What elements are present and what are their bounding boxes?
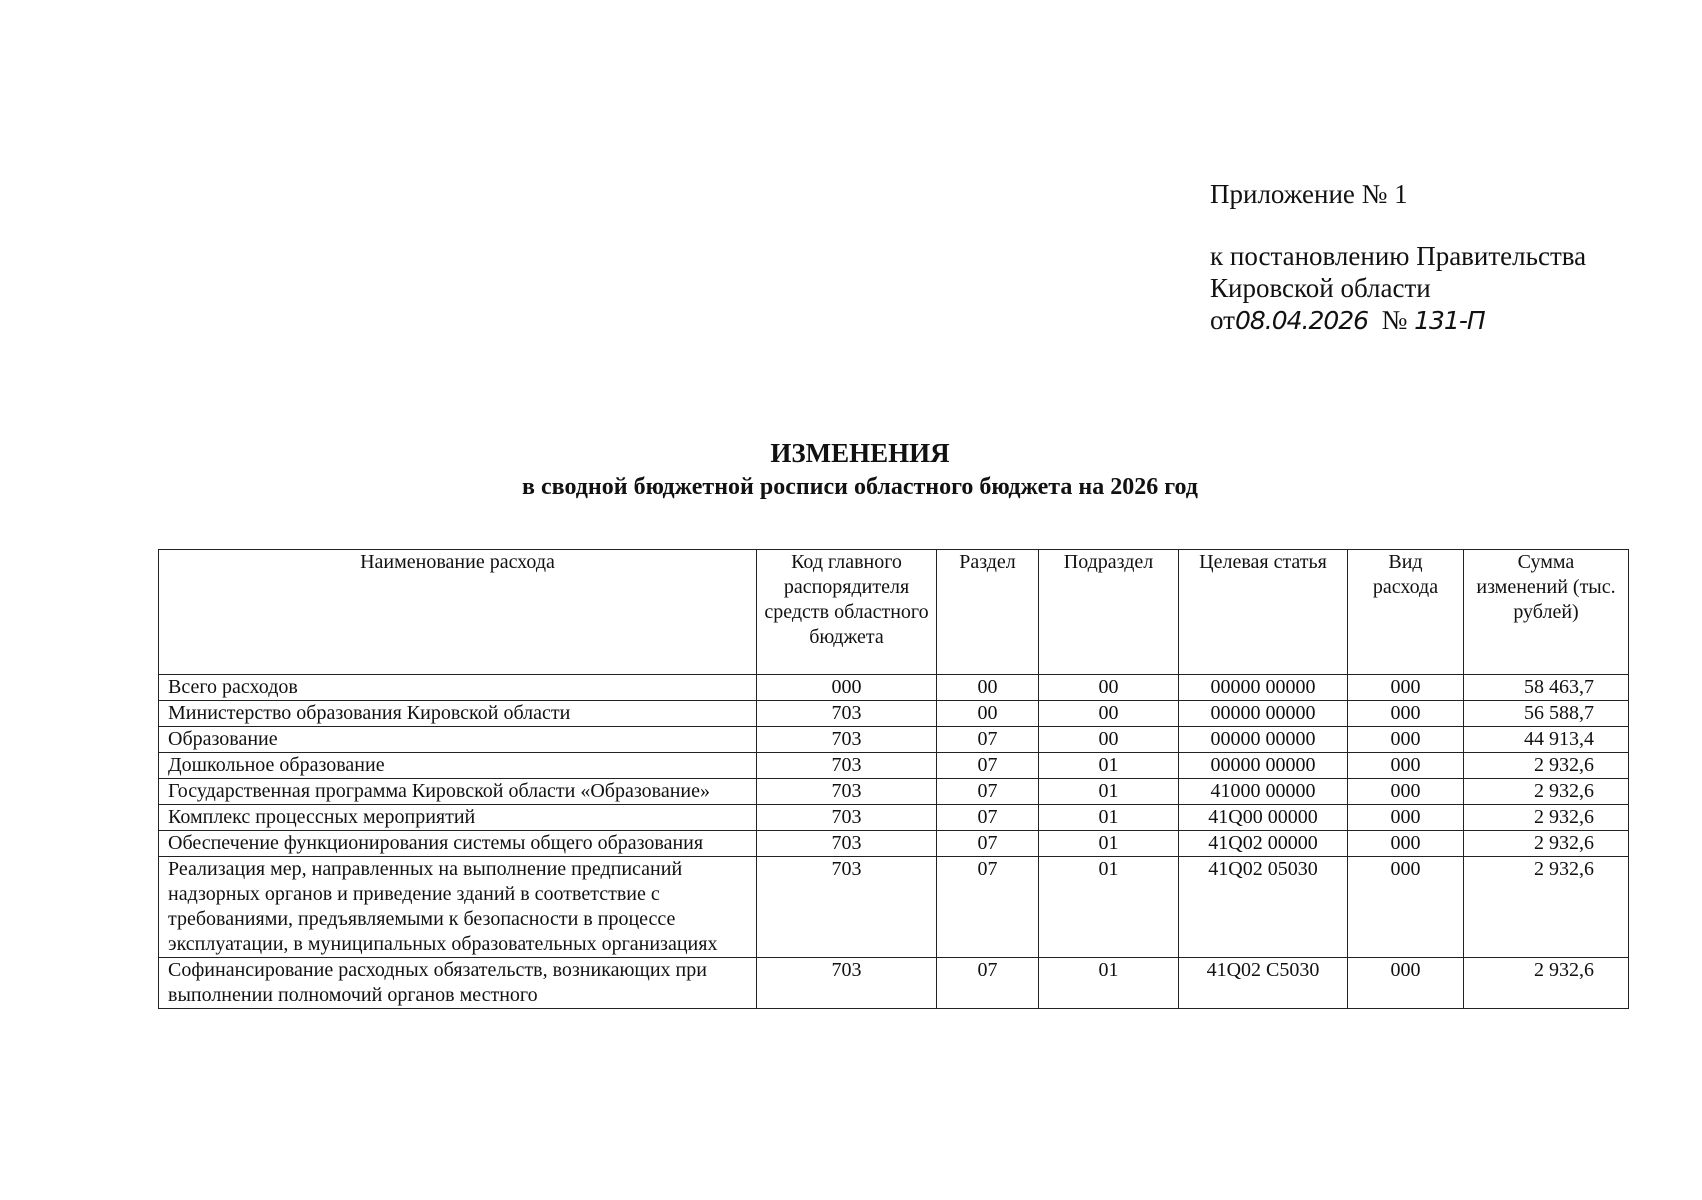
- cell-target: 00000 00000: [1179, 753, 1348, 779]
- table-row: [159, 701, 1629, 727]
- cell-subsection: 00: [1039, 675, 1179, 701]
- cell-target: 41Q02 C5030: [1179, 958, 1348, 1009]
- document-title: [160, 436, 1560, 504]
- table-row: [159, 779, 1629, 805]
- cell-name: Дошкольное образование: [159, 753, 757, 779]
- cell-subsection: 00: [1039, 701, 1179, 727]
- cell-code: 703: [757, 753, 937, 779]
- header-sum: Сумма изменений (тыс. рублей): [1464, 550, 1629, 675]
- table-row: [159, 727, 1629, 753]
- cell-section: 07: [937, 779, 1039, 805]
- header-name: Наименование расхода: [159, 550, 757, 675]
- cell-subsection: 01: [1039, 805, 1179, 831]
- table-row: [159, 857, 1629, 958]
- appendix-date-line: [1210, 304, 1650, 337]
- cell-name: Комплекс процессных мероприятий: [159, 805, 757, 831]
- appendix-block: [1210, 178, 1650, 337]
- title-main: ИЗМЕНЕНИЯ: [770, 438, 950, 468]
- cell-name: Образование: [159, 727, 757, 753]
- table-header-row: [159, 550, 1629, 675]
- header-type: Вид расхода: [1348, 550, 1464, 675]
- cell-type: 000: [1348, 805, 1464, 831]
- cell-subsection: 00: [1039, 727, 1179, 753]
- cell-type: 000: [1348, 958, 1464, 1009]
- cell-section: 07: [937, 831, 1039, 857]
- table-row: [159, 958, 1629, 1009]
- cell-target: 41000 00000: [1179, 779, 1348, 805]
- date-label: от: [1210, 305, 1235, 335]
- appendix-resolution-line: к постановлению Правительства: [1210, 241, 1587, 271]
- cell-type: 000: [1348, 831, 1464, 857]
- cell-name: Всего расходов: [159, 675, 757, 701]
- cell-sum: 44 913,4: [1464, 727, 1629, 753]
- cell-name: Обеспечение функционирования системы общего образования: [159, 831, 757, 857]
- cell-section: 07: [937, 805, 1039, 831]
- header-target: Целевая статья: [1179, 550, 1348, 675]
- cell-sum: 2 932,6: [1464, 753, 1629, 779]
- header-section: Раздел: [937, 550, 1039, 675]
- cell-type: 000: [1348, 779, 1464, 805]
- cell-subsection: 01: [1039, 753, 1179, 779]
- cell-sum: 56 588,7: [1464, 701, 1629, 727]
- cell-target: 00000 00000: [1179, 675, 1348, 701]
- cell-subsection: 01: [1039, 779, 1179, 805]
- cell-target: 41Q00 00000: [1179, 805, 1348, 831]
- cell-code: 703: [757, 831, 937, 857]
- cell-name: Государственная программа Кировской области «Образование»: [159, 779, 757, 805]
- cell-section: 07: [937, 958, 1039, 1009]
- cell-section: 07: [937, 727, 1039, 753]
- table-row: [159, 805, 1629, 831]
- cell-code: 703: [757, 701, 937, 727]
- cell-sum: 2 932,6: [1464, 958, 1629, 1009]
- cell-code: 703: [757, 958, 937, 1009]
- budget-table: [158, 549, 1629, 1009]
- cell-subsection: 01: [1039, 831, 1179, 857]
- cell-section: 07: [937, 857, 1039, 958]
- appendix-title: Приложение № 1: [1210, 179, 1408, 209]
- handwritten-date: 08.04.2026: [1234, 306, 1369, 335]
- cell-name: Реализация мер, направленных на выполнение предписаний надзорных органов и приведение зданий в соответствие с требованиями, предъявляемыми к безопасности в процессе эксплуатации, в муниципальных образовательных организациях: [159, 857, 757, 958]
- cell-sum: 2 932,6: [1464, 857, 1629, 958]
- cell-section: 00: [937, 675, 1039, 701]
- table-row: [159, 753, 1629, 779]
- handwritten-number: 131-П: [1414, 306, 1485, 335]
- cell-type: 000: [1348, 857, 1464, 958]
- appendix-region-line: Кировской области: [1210, 273, 1431, 303]
- cell-sum: 2 932,6: [1464, 779, 1629, 805]
- cell-name: Министерство образования Кировской области: [159, 701, 757, 727]
- cell-sum: 58 463,7: [1464, 675, 1629, 701]
- cell-section: 07: [937, 753, 1039, 779]
- cell-name: Софинансирование расходных обязательств, возникающих при выполнении полномочий органов местного: [159, 958, 757, 1009]
- cell-type: 000: [1348, 701, 1464, 727]
- header-code: Код главного распорядителя средств областного бюджета: [757, 550, 937, 675]
- cell-subsection: 01: [1039, 958, 1179, 1009]
- cell-type: 000: [1348, 727, 1464, 753]
- title-subtitle: в сводной бюджетной росписи областного бюджета на 2026 год: [522, 474, 1198, 500]
- cell-target: 41Q02 05030: [1179, 857, 1348, 958]
- cell-type: 000: [1348, 675, 1464, 701]
- cell-type: 000: [1348, 753, 1464, 779]
- cell-sum: 2 932,6: [1464, 805, 1629, 831]
- cell-code: 000: [757, 675, 937, 701]
- table-row: [159, 675, 1629, 701]
- cell-code: 703: [757, 727, 937, 753]
- cell-subsection: 01: [1039, 857, 1179, 958]
- table-row: [159, 831, 1629, 857]
- cell-code: 703: [757, 779, 937, 805]
- cell-target: 00000 00000: [1179, 701, 1348, 727]
- cell-code: 703: [757, 857, 937, 958]
- cell-sum: 2 932,6: [1464, 831, 1629, 857]
- number-label: №: [1381, 305, 1408, 335]
- cell-section: 00: [937, 701, 1039, 727]
- cell-target: 00000 00000: [1179, 727, 1348, 753]
- header-subsection: Подраздел: [1039, 550, 1179, 675]
- cell-target: 41Q02 00000: [1179, 831, 1348, 857]
- cell-code: 703: [757, 805, 937, 831]
